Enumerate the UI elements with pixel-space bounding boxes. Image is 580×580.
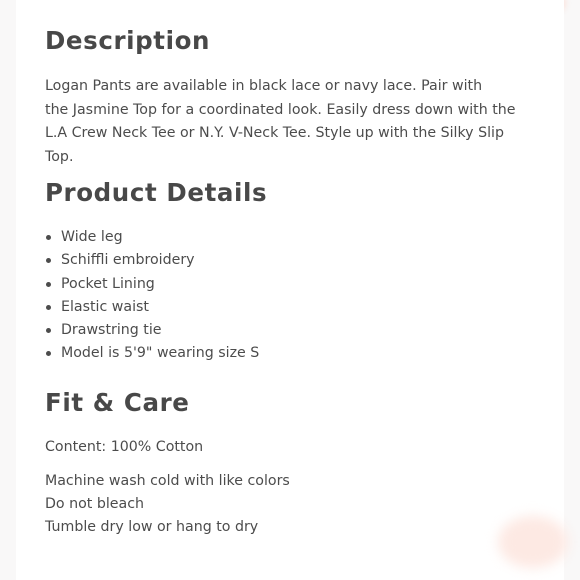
list-item-text: Elastic waist (61, 298, 149, 315)
care-instruction: Machine wash cold with like colors (45, 473, 290, 489)
bullet-icon (46, 282, 51, 287)
list-item-text: Drawstring tie (61, 322, 162, 339)
fit-care-heading: Fit & Care (45, 388, 190, 417)
description-line: Logan Pants are available in black lace or navy lace. Pair with (45, 78, 483, 94)
list-item (45, 319, 259, 342)
list-item (45, 273, 259, 296)
bullet-icon (46, 328, 51, 333)
fit-care-content: Content: 100% Cotton (45, 439, 204, 455)
description-line: L.A Crew Neck Tee or N.Y. V-Neck Tee. Style up with the Silky Slip (45, 125, 504, 141)
list-item-text: Model is 5'9" wearing size S (61, 345, 260, 362)
list-item-text: Wide leg (61, 229, 123, 245)
list-item-text: Pocket Lining (61, 275, 155, 292)
list-item (45, 342, 259, 365)
description-line: the Jasmine Top for a coordinated look. Easily dress down with the (45, 101, 516, 118)
product-details-heading: Product Details (45, 178, 268, 207)
product-details-list (45, 226, 259, 366)
bullet-icon (46, 305, 51, 310)
bullet-icon (46, 258, 51, 263)
bullet-icon (46, 235, 51, 240)
description-heading: Description (45, 26, 211, 55)
list-item (45, 249, 259, 272)
care-instruction: Do not bleach (45, 496, 145, 512)
description-line: Top. (45, 148, 74, 165)
decorative-blob-bottom (498, 516, 568, 568)
list-item-text: Schiffli embroidery (61, 252, 195, 269)
care-instruction: Tumble dry low or hang to dry (45, 519, 259, 535)
list-item (45, 226, 259, 249)
bullet-icon (46, 351, 51, 356)
description-paragraph (45, 75, 525, 169)
list-item (45, 296, 259, 319)
